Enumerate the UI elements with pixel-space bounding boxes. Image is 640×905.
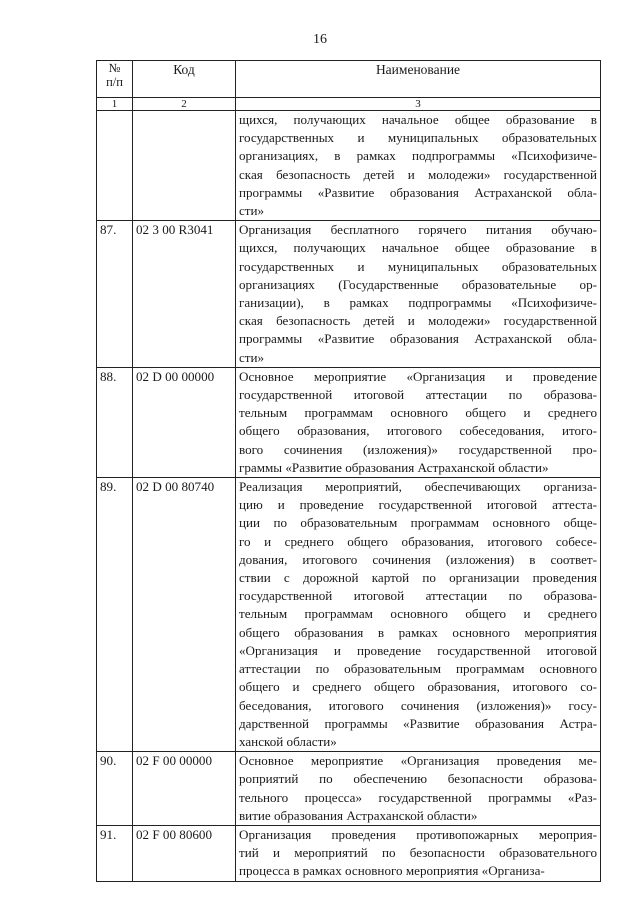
budget-classification-table	[96, 60, 601, 882]
name-line: сти»	[239, 203, 265, 219]
name-line: общего и среднего общего образования, итогового со-	[239, 679, 597, 695]
row-name	[236, 111, 601, 221]
name-line: тельного процесса» государственной программы «Раз-	[239, 789, 597, 805]
name-line: витие образования Астраханской области»	[239, 807, 478, 823]
name-line: государственных и муниципальных образовательных	[239, 258, 597, 274]
row-number: 91.	[97, 825, 133, 881]
name-line: государственной итоговой аттестации по образова-	[239, 387, 597, 403]
header-number-abbrev: п/п	[106, 75, 123, 89]
name-line: Основное мероприятие «Организация проведения ме-	[239, 753, 597, 769]
name-line: государственных и муниципальных образовательных	[239, 130, 597, 146]
name-line: общего образования в рамках основного мероприятия	[239, 624, 597, 640]
name-line: тельным программам основного общего и среднего	[239, 606, 597, 622]
row-code: 02 F 00 00000	[133, 752, 236, 826]
row-code: 02 3 00 R3041	[133, 221, 236, 368]
row-number: 87.	[97, 221, 133, 368]
name-line: программы «Развитие образования Астраханской обла-	[239, 331, 597, 347]
header-code: Код	[133, 61, 236, 98]
row-name	[236, 221, 601, 368]
name-line: щихся, получающих начальное общее образование в	[239, 112, 597, 127]
row-number: 89.	[97, 478, 133, 752]
name-line: дарственной программы «Развитие образования Астра-	[239, 715, 597, 731]
name-line: беседования, итогового сочинения (изложения)» госу-	[239, 697, 597, 713]
name-line: ская безопасность детей и молодежи» государственной	[239, 166, 597, 182]
name-line: дования, итогового сочинения (изложения) в соответ-	[239, 551, 597, 567]
column-number-row	[97, 98, 601, 111]
name-line: роприятий по обеспечению безопасности образова-	[239, 771, 597, 787]
page-number: 16	[313, 32, 327, 47]
row-code: 02 D 00 00000	[133, 367, 236, 477]
name-line: щихся, получающих начальное общее образование в	[239, 240, 597, 256]
name-line: Организация проведения противопожарных мероприя-	[239, 826, 597, 842]
name-line: ганизации), в рамках подпрограммы «Психофизиче-	[239, 295, 597, 311]
row-name	[236, 752, 601, 826]
name-line: тий и мероприятий по безопасности образовательного	[239, 845, 597, 861]
table-header-row	[97, 61, 601, 98]
name-line: вого сочинения (изложения)» государственной про-	[239, 441, 597, 457]
table-row	[97, 111, 601, 221]
name-line: «Организация и проведение государственной итоговой	[239, 642, 597, 658]
row-number: 90.	[97, 752, 133, 826]
column-number-2: 2	[133, 98, 236, 111]
name-line: Основное мероприятие «Организация и проведение	[239, 368, 597, 384]
row-number	[97, 111, 133, 221]
name-line: организациях (Государственные образовательные ор-	[239, 276, 597, 292]
table-row	[97, 478, 601, 752]
header-name: Наименование	[236, 61, 601, 98]
row-code: 02 F 00 80600	[133, 825, 236, 881]
name-line: процесса в рамках основного мероприятия «Организа-	[239, 863, 545, 879]
name-line: цию и проведение государственной итоговой аттеста-	[239, 497, 597, 513]
header-number	[97, 61, 133, 98]
row-code	[133, 111, 236, 221]
name-line: ствии с дорожной картой по организации проведения	[239, 570, 597, 586]
name-line: государственной итоговой аттестации по образова-	[239, 588, 597, 604]
row-name	[236, 825, 601, 881]
name-line: организациях, в рамках подпрограммы «Психофизиче-	[239, 148, 597, 164]
column-number-1: 1	[97, 98, 133, 111]
row-number: 88.	[97, 367, 133, 477]
table-body	[97, 111, 601, 882]
name-line: аттестации по образовательным программам основного	[239, 661, 597, 677]
name-line: граммы «Развитие образования Астраханской области»	[239, 459, 549, 475]
name-line: ская безопасность детей и молодежи» государственной	[239, 313, 597, 329]
name-line: общего образования, итогового собеседования, итого-	[239, 423, 597, 439]
header-number-sign: №	[108, 61, 121, 75]
table-row	[97, 221, 601, 368]
column-number-3: 3	[236, 98, 601, 111]
row-name	[236, 367, 601, 477]
table-row	[97, 752, 601, 826]
row-code: 02 D 00 80740	[133, 478, 236, 752]
name-line: Реализация мероприятий, обеспечивающих организа-	[239, 479, 597, 495]
name-line: ции по образовательным программам основного обще-	[239, 515, 597, 531]
table-row	[97, 825, 601, 881]
name-line: программы «Развитие образования Астраханской обла-	[239, 184, 597, 200]
name-line: ханской области»	[239, 733, 337, 749]
name-line: Организация бесплатного горячего питания обучаю-	[239, 222, 597, 238]
name-line: тельным программам основного общего и среднего	[239, 405, 597, 421]
name-line: го и среднего общего образования, итогового собесе-	[239, 533, 597, 549]
row-name	[236, 478, 601, 752]
name-line: сти»	[239, 349, 265, 365]
table-row	[97, 367, 601, 477]
